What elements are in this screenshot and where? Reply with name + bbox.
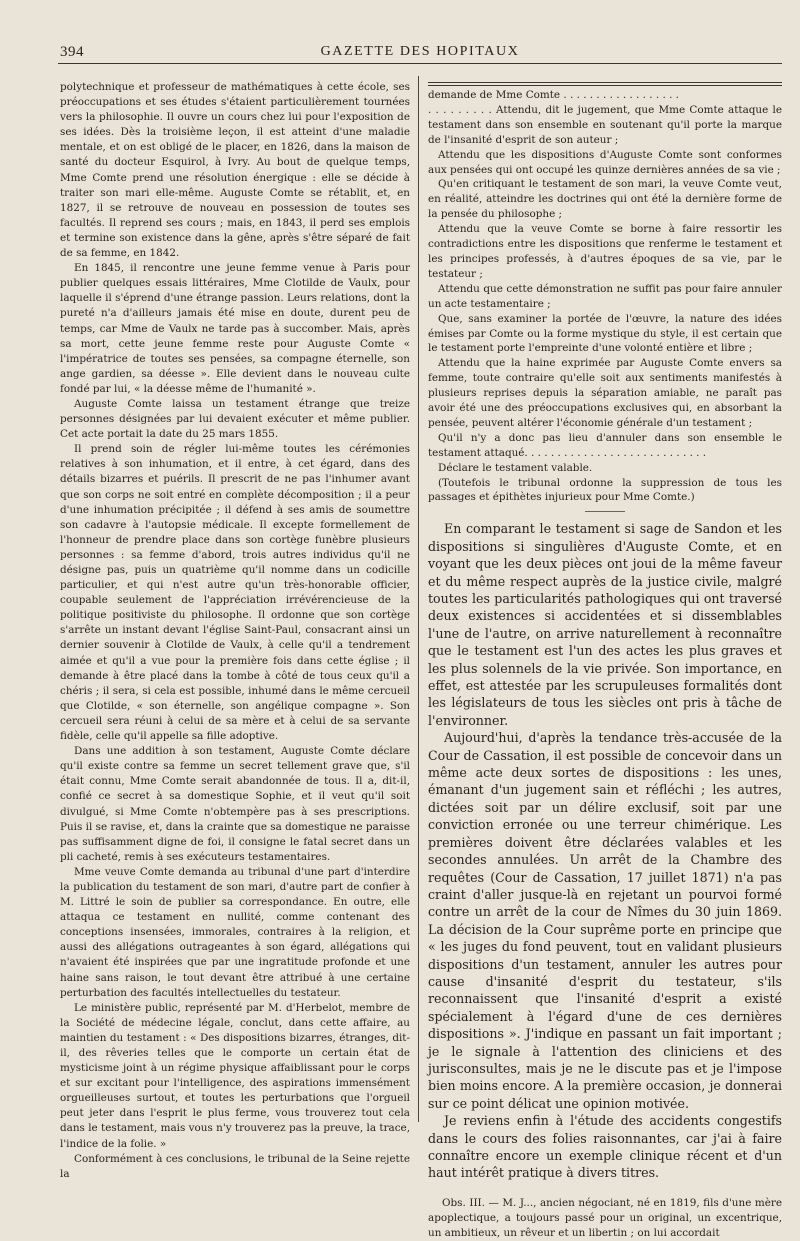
paragraph: Mme veuve Comte demanda au tribunal d'une part d'interdire la publication du testament de son mari, d'autre part de confier à M. Littré le soin de publier sa correspondance. En outre, elle attaqua ce testament en nullité, comme contenant des conceptions insensées, immorales, contraires à la religion, et aussi des allégations outrageantes à son égard, allégations qui n'avaient été inspirées que par une ingratitude profonde et une haine sans raison, le tout devant être attribué à une certaine perturbation des facultés intellectuelles du testateur. bbox=[60, 865, 410, 999]
page-header bbox=[58, 40, 782, 64]
judgment-line: Déclare le testament valable. bbox=[438, 461, 593, 474]
judgment-line: Attendu que cette démonstration ne suffit pas pour faire annuler un acte testamentaire ; bbox=[428, 282, 782, 310]
judgment-line: demande de Mme Comte . . . . . . . . . . . . . . . . . . bbox=[428, 89, 679, 101]
judgment-line: Attendu que la haine exprimée par Auguste Comte envers sa femme, toute contraire qu'elle soit aux sentiments manifestés à plusieurs reprises depuis la séparation amiable, ne paraît pas avoir été une des préoccupations exclusives qui, en absorbant la pensée, peuvent altérer l'économie générale d'un testament ; bbox=[428, 357, 782, 429]
observation-text: Obs. III. — M. J..., ancien négociant, né en 1819, fils d'une mère apoplectique, a toujours passé pour un original, un excentrique, un ambitieux, un rêveur et un libertin ; on lui accordait bbox=[428, 1196, 782, 1239]
right-column bbox=[428, 80, 782, 1239]
left-column bbox=[60, 80, 410, 1180]
paragraph: polytechnique et professeur de mathématiques à cette école, ses préoccupations et ses études s'étaient particulièrement tournées vers la philosophie. Il ouvre un cours chez lui pour l'exposition de ses idées. Dès la troisième leçon, il est atteint d'une maladie mentale, et on est obligé de le placer, en 1826, dans la maison de santé du docteur Esquirol, à Ivry. Au bout de quelque temps, Mme Comte prend une résolution énergique : elle se décide à traiter son mari elle-même. Auguste Comte se rétablit, et, en 1827, il se retrouve de nouveau en possession de toutes ses facultés. Il reprend ses cours ; mais, en 1843, il perd ses emplois et termine son existence dans la gêne, après s'être séparé de fait de sa femme, en 1842. bbox=[60, 81, 410, 260]
judgment-line: (Toutefois le tribunal ordonne la suppression de tous les passages et épithètes injurieux pour Mme Comte.) bbox=[428, 476, 782, 504]
paragraph: Je reviens enfin à l'étude des accidents congestifs dans le cours des folies raisonnantes, car j'ai à faire connaître encore un exemple clinique récent et d'un haut intérêt pratique à divers titres. bbox=[428, 1113, 782, 1181]
header-rule bbox=[428, 85, 782, 86]
paragraph: Conformément à ces conclusions, le tribunal de la Seine rejette la bbox=[60, 1152, 410, 1180]
discussion-text bbox=[428, 520, 782, 1181]
journal-title: GAZETTE DES HOPITAUX bbox=[320, 44, 520, 59]
page-number: 394 bbox=[60, 44, 84, 60]
section-rule bbox=[585, 511, 625, 512]
header-rule bbox=[428, 82, 782, 83]
judgment-excerpt bbox=[428, 88, 782, 505]
paragraph: Dans une addition à son testament, Auguste Comte déclare qu'il existe contre sa femme un secret tellement grave que, s'il était connu, Mme Comte serait abandonnée de tous. Il a, dit-il, confié ce secret à sa domestique Sophie, et il veut qu'il soit divulgué, si Mme Comte n'obtempère pas à ses prescriptions. Puis il se ravise, et, dans la crainte que sa domestique ne paraisse pas suffisamment digne de foi, il consigne le fatal secret dans un pli cacheté, remis à ses exécuteurs testamentaires. bbox=[60, 745, 410, 863]
column-divider bbox=[418, 76, 419, 1122]
judgment-line: Qu'il n'y a donc pas lieu d'annuler dans son ensemble le testament attaqué. . . . . . . . . . . . . . . . . . . . . . . . . . . . bbox=[428, 431, 782, 459]
observation-case bbox=[428, 1196, 782, 1241]
paragraph: Auguste Comte laissa un testament étrange que treize personnes désignées par lui devaient exécuter et même publier. Cet acte portait la date du 25 mars 1855. bbox=[60, 397, 410, 441]
judgment-line: . . . . . . . . . Attendu, dit le jugement, que Mme Comte attaque le testament dans son ensemble en soutenant qu'il porte la marque de l'insanité d'esprit de son auteur ; bbox=[428, 103, 782, 146]
judgment-line: Que, sans examiner la portée de l'œuvre, la nature des idées émises par Comte ou la forme mystique du style, il est certain que le testament porte l'empreinte d'une volonté entière et libre ; bbox=[428, 312, 782, 355]
paragraph: Aujourd'hui, d'après la tendance très-accusée de la Cour de Cassation, il est possible de concevoir dans un même acte deux sortes de dispositions : les unes, émanant d'un jugement sain et réfléchi ; les autres, dictées soit par un délire exclusif, soit par une conviction erronée ou une terreur chimérique. Les premières doivent être déclarées valables et les secondes annulées. Un arrêt de la Chambre des requêtes (Cour de Cassation, 17 juillet 1871) n'a pas craint d'aller jusque-là en rejetant un pourvoi formé contre un arrêt de la cour de Nîmes du 30 juin 1869. La décision de la Cour suprême porte en principe que « les juges du fond peuvent, tout en validant plusieurs dispositions d'un testament, annuler les autres pour cause d'insanité d'esprit du testateur, s'ils reconnaissent que l'insanité d'esprit a existé spécialement à l'égard d'une de ces dernières dispositions ». J'indique en passant un fait important ; je le signale à l'attention des cliniciens et des jurisconsultes, mais je ne le discute pas et je l'impose bien moins encore. A la première occasion, je donnerai sur ce point délicat une opinion motivée. bbox=[428, 730, 782, 1111]
judgment-line: Qu'en critiquant le testament de son mari, la veuve Comte veut, en réalité, atteindre les doctrines qui ont été la dernière forme de la pensée du philosophe ; bbox=[428, 178, 782, 221]
judgment-line: Attendu que les dispositions d'Auguste Comte sont conformes aux pensées qui ont occupé les quinze dernières années de sa vie ; bbox=[428, 148, 782, 176]
paragraph: En comparant le testament si sage de Sandon et les dispositions si singulières d'Auguste Comte, et en voyant que les deux pièces ont joui de la même faveur et du même respect auprès de la justice civile, malgré toutes les particularités pathologiques qui ont traversé deux existences si accidentées et si dissemblables l'une de l'autre, on arrive naturellement à reconnaître que le testament est l'un des actes les plus graves et les plus solennels de la vie privée. Son importance, en effet, est attestée par les scrupuleuses formalités dont les législateurs de tous les siècles ont pris à tâche de l'environner. bbox=[428, 521, 782, 728]
paragraph: Le ministère public, représenté par M. d'Herbelot, membre de la Société de médecine légale, conclut, dans cette affaire, au maintien du testament : « Des dispositions bizarres, étranges, dit-il, des rêveries telles que le comporte un certain état de mysticisme joint à un régime physique affaiblissant pour le corps et sur excitant pour l'intelligence, des aspirations immensément orgueilleuses surtout, et toutes les perturbations que l'orgueil peut jeter dans l'esprit le plus ferme, vous trouverez tout cela dans le testament, mais vous n'y trouverez pas la preuve, la trace, l'indice de la folie. » bbox=[60, 1001, 410, 1150]
paragraph: Il prend soin de régler lui-même toutes les cérémonies relatives à son inhumation, et il entre, à cet égard, dans des détails bizarres et puérils. Il prescrit de ne pas l'inhumer avant que son corps ne soit entré en complète décomposition ; il a peur d'une inhumation précipitée ; il défend à ses amis de soumettre son cadavre à l'autopsie médicale. Il excepte formellement de l'honneur de prendre place dans son cortège funèbre plusieurs personnes : sa femme d'abord, trois autres individus qu'il ne désigne pas, puis un quatrième qu'il nomme dans un codicille particulier, et qui n'est autre qu'un très-honorable officier, coupable seulement de l'appréciation irrévérencieuse de la politique positiviste du philosophe. Il ordonne que son cortège s'arrête un instant devant l'église Saint-Paul, consacrant ainsi un dernier souvenir à Clotilde de Vaulx, à celle qu'il a tendrement aimée et qu'il a vue pour la première fois dans cette église ; il demande à être placé dans la tombe à côté de tous ceux qu'il a chéris ; il sera, si cela est possible, inhumé dans le même cercueil que Clotilde, « son éternelle, son angélique compagne ». Son cercueil sera réuni à celui de sa mère et à celui de sa servante fidèle, celle qu'il appelle sa fille adoptive. bbox=[60, 443, 410, 743]
judgment-line: Attendu que la veuve Comte se borne à faire ressortir les contradictions entre les dispositions que renferme le testament et les principes professés, à d'autres époques de sa vie, par le testateur ; bbox=[428, 223, 782, 280]
paragraph: En 1845, il rencontre une jeune femme venue à Paris pour publier quelques essais littéraires, Mme Clotilde de Vaulx, pour laquelle il s'éprend d'une étrange passion. Leurs relations, dont la pureté n'a d'ailleurs jamais été mise en doute, durent peu de temps, car Mme de Vaulx ne tarde pas à succomber. Mais, après sa mort, cette jeune femme reste pour Auguste Comte « l'impératrice de toutes ses pensées, sa compagne éternelle, son ange gardien, sa déesse ». Elle devient dans le nouveau culte fondé par lui, « la déesse même de l'humanité ». bbox=[60, 262, 410, 395]
